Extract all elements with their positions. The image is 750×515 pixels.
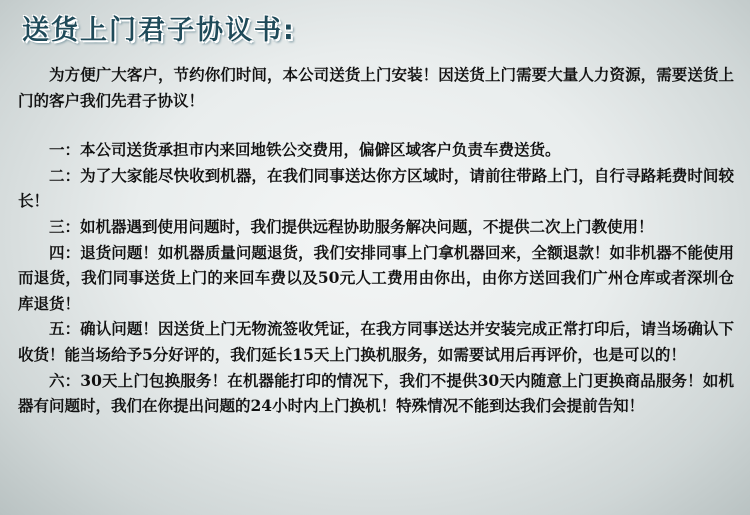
intro-paragraph: 为方便广大客户，节约你们时间，本公司送货上门安装！因送货上门需要大量人力资源，需要送货上门的客户我们先君子协议！ [18,65,734,110]
clause-3: 三：如机器遇到使用问题时，我们提供远程协助服务解决问题，不提供二次上门教使用！ [49,216,654,236]
page-title: 送货上门君子协议书: [22,15,296,46]
clause-2: 二：为了大家能尽快收到机器，在我们同事送达你方区域时，请前往带路上门，自行寻路耗费时间较长！ [18,165,734,211]
paragraph-gap [18,113,734,137]
agreement-body [18,62,734,419]
clause-6: 六：30天上门包换服务！在机器能打印的情况下，我们不提供30天内随意上门更换商品服务！如机器有问题时，我们在你提出问题的24小时内上门换机！特殊情况不能到达我们会提前告知！ [18,370,734,416]
clause-5: 五：确认问题！因送货上门无物流签收凭证，在我方同事送达并安装完成正常打印后，请当场确认下收货！能当场给予5分好评的，我们延长15天上门换机服务，如需要试用后再评价，也是可以的！ [18,319,734,364]
clause-4: 四：退货问题！如机器质量问题退货，我们安排同事上门拿机器回来，全额退款！如非机器不能使用而退货，我们同事送货上门的来回车费以及50元人工费用由你出，由你方送回我们广州仓库或者深圳仓库退货！ [18,242,734,313]
clause-1: 一：本公司送货承担市内来回地铁公交费用，偏僻区域客户负责车费送货。 [49,140,561,160]
